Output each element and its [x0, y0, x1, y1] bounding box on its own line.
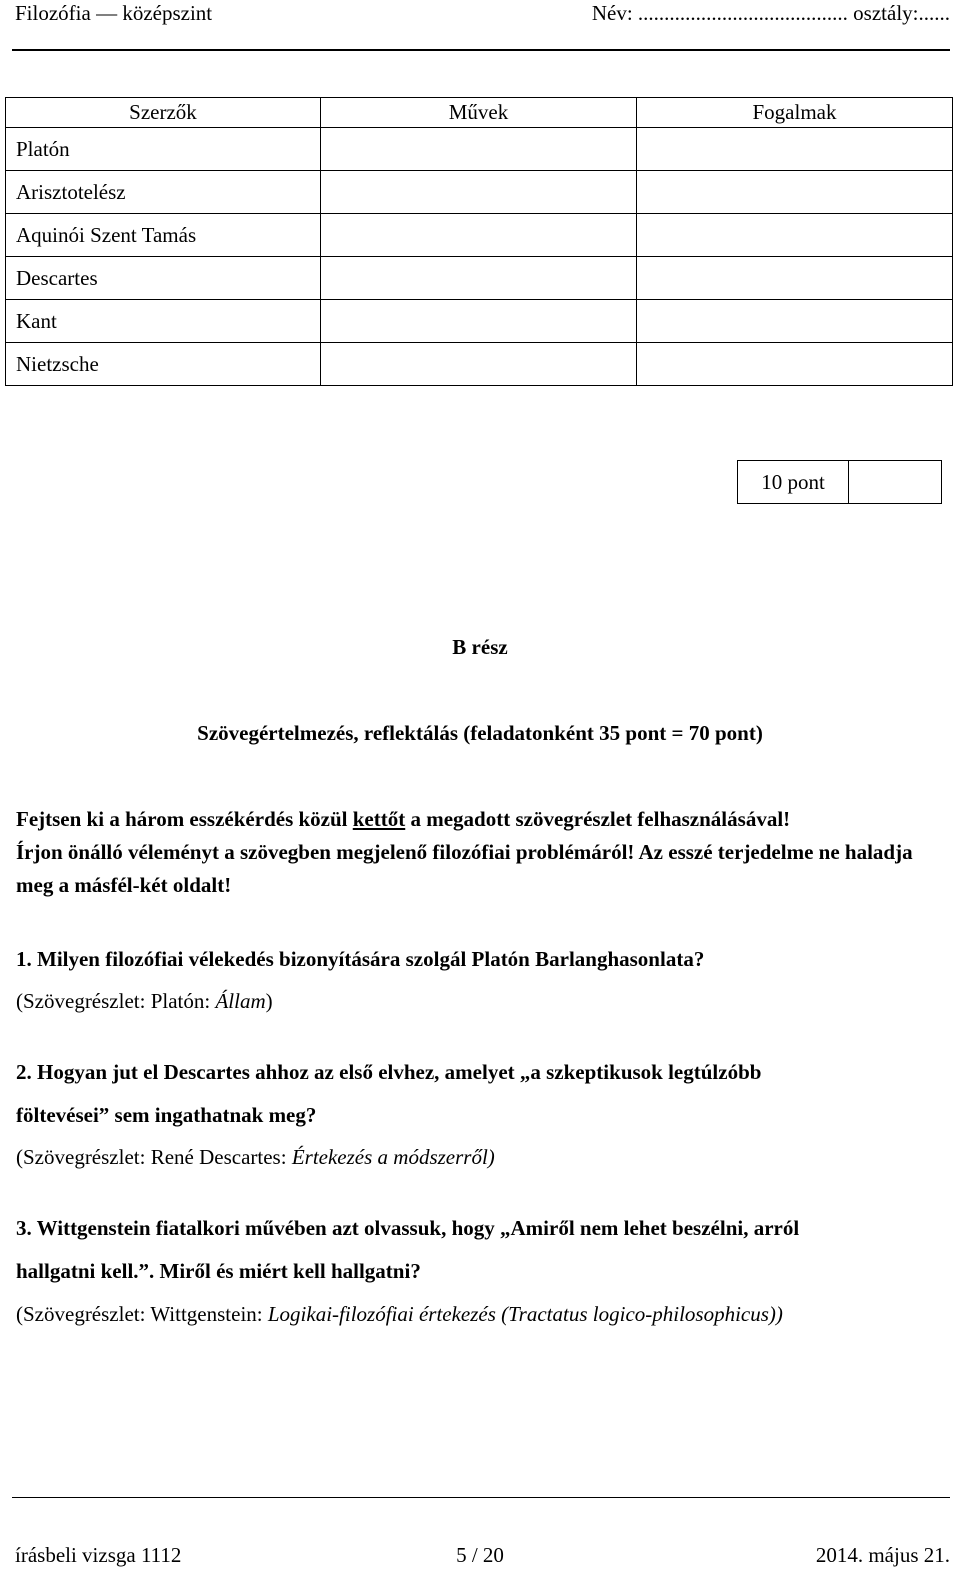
column-header-szerzok: Szerzők — [6, 98, 321, 128]
section-title: B rész — [452, 635, 508, 659]
column-header-muvek: Művek — [321, 98, 637, 128]
table-row — [6, 343, 953, 386]
source-suffix: ) — [265, 989, 273, 1013]
authors-table — [5, 97, 953, 386]
points-label: 10 pont — [738, 461, 849, 503]
author-cell: Aquinói Szent Tamás — [6, 214, 321, 257]
footer-page-number: 5 / 20 — [456, 1543, 504, 1567]
source-work: Állam — [215, 989, 266, 1013]
author-cell: Descartes — [6, 257, 321, 300]
concepts-cell[interactable] — [637, 343, 953, 386]
instructions-text: Fejtsen ki a három esszékérdés közül — [16, 807, 353, 831]
points-score-field[interactable] — [849, 461, 941, 503]
question-2-line2: föltevései” sem ingathatnak meg? — [16, 1103, 317, 1127]
footer-exam-code: írásbeli vizsga 1112 — [15, 1543, 182, 1567]
header-rule — [12, 49, 950, 51]
works-cell[interactable] — [321, 343, 637, 386]
points-box — [737, 460, 942, 504]
section-subtitle: Szövegértelmezés, reflektálás (feladatonként 35 pont = 70 pont) — [197, 721, 763, 745]
author-cell: Nietzsche — [6, 343, 321, 386]
author-cell: Arisztotelész — [6, 171, 321, 214]
works-cell[interactable] — [321, 257, 637, 300]
table-row — [6, 300, 953, 343]
footer-date: 2014. május 21. — [815, 1543, 950, 1567]
question-2-source — [16, 1145, 946, 1170]
works-cell[interactable] — [321, 171, 637, 214]
question-3-source — [16, 1302, 946, 1327]
question-3-line2: hallgatni kell.”. Miről és miért kell hallgatni? — [16, 1259, 421, 1283]
question-3-line1: 3. Wittgenstein fiatalkori művében azt olvassuk, hogy „Amiről nem lehet beszélni, arról — [16, 1216, 800, 1240]
source-work: Logikai-filozófiai értekezés (Tractatus logico-philosophicus)) — [267, 1302, 783, 1326]
concepts-cell[interactable] — [637, 214, 953, 257]
table-row — [6, 128, 953, 171]
header-subject: Filozófia — középszint — [15, 1, 213, 25]
instructions-text: a megadott szövegrészlet felhasználásával! — [405, 807, 791, 831]
concepts-cell[interactable] — [637, 300, 953, 343]
source-prefix: (Szövegrészlet: Platón: — [16, 989, 216, 1013]
question-1-source — [16, 989, 946, 1014]
works-cell[interactable] — [321, 128, 637, 171]
instructions-text: Írjon önálló véleményt a szövegben megjelenő filozófiai problémáról! Az esszé terjedelme ne haladja meg a másfél-két oldalt! — [16, 840, 913, 897]
concepts-cell[interactable] — [637, 257, 953, 300]
source-prefix: (Szövegrészlet: Wittgenstein: — [16, 1302, 268, 1326]
author-cell: Kant — [6, 300, 321, 343]
instructions-emphasis: kettőt — [352, 807, 406, 831]
author-cell: Platón — [6, 128, 321, 171]
source-work: Értekezés a módszerről) — [291, 1145, 495, 1169]
source-prefix: (Szövegrészlet: René Descartes: — [16, 1145, 292, 1169]
concepts-cell[interactable] — [637, 171, 953, 214]
works-cell[interactable] — [321, 300, 637, 343]
table-row — [6, 171, 953, 214]
concepts-cell[interactable] — [637, 128, 953, 171]
footer-rule — [12, 1497, 950, 1498]
column-header-fogalmak: Fogalmak — [637, 98, 953, 128]
table-row — [6, 257, 953, 300]
question-1: 1. Milyen filozófiai vélekedés bizonyítására szolgál Platón Barlanghasonlata? — [16, 947, 705, 971]
header-name-class: Név: ........................................ osztály:...... — [591, 1, 950, 25]
table-row — [6, 214, 953, 257]
works-cell[interactable] — [321, 214, 637, 257]
instructions — [16, 803, 936, 902]
question-2-line1: 2. Hogyan jut el Descartes ahhoz az első elvhez, amelyet „a szkeptikusok legtúlzóbb — [16, 1060, 762, 1084]
table-header-row — [6, 98, 953, 128]
